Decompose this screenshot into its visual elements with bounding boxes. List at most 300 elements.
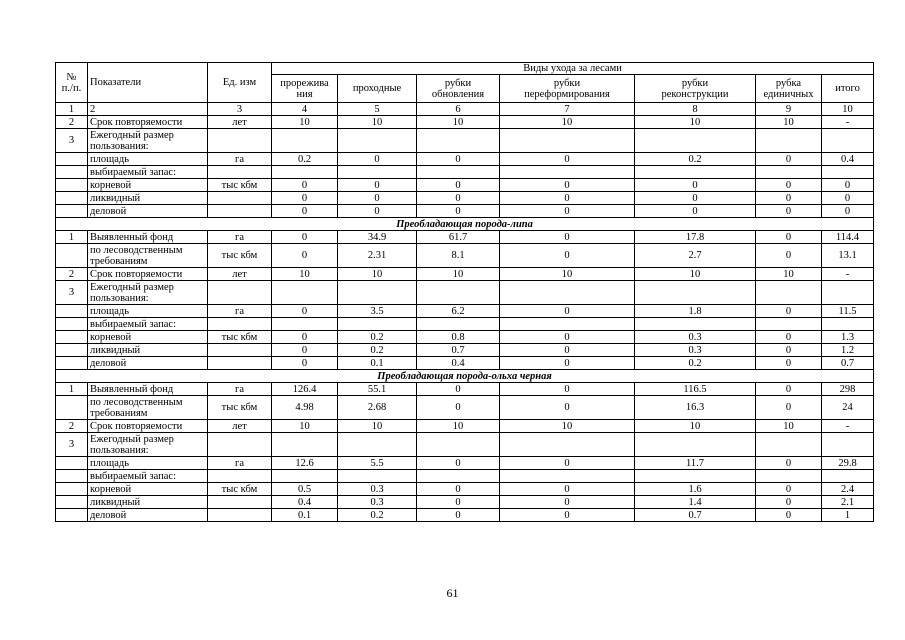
row-number xyxy=(56,205,88,218)
value-cell: 0 xyxy=(756,357,822,370)
value-cell: 0 xyxy=(500,457,635,470)
value-cell: 0 xyxy=(635,179,756,192)
row-unit xyxy=(208,470,272,483)
value-cell: 0 xyxy=(417,383,500,396)
value-cell: 0 xyxy=(417,457,500,470)
value-cell xyxy=(338,281,417,305)
value-cell: 0 xyxy=(417,509,500,522)
value-cell: - xyxy=(822,116,874,129)
row-number: 3 xyxy=(56,129,88,153)
value-cell xyxy=(756,129,822,153)
value-cell: 0 xyxy=(756,205,822,218)
row-label: Ежегодный размер пользования: xyxy=(88,129,208,153)
value-cell: 0.2 xyxy=(635,357,756,370)
value-cell xyxy=(500,433,635,457)
row-unit: га xyxy=(208,383,272,396)
value-cell xyxy=(756,166,822,179)
value-cell: 10 xyxy=(500,420,635,433)
value-cell: 0.7 xyxy=(417,344,500,357)
row-number xyxy=(56,153,88,166)
value-cell: 0 xyxy=(417,396,500,420)
row-number xyxy=(56,192,88,205)
value-cell: 0 xyxy=(338,153,417,166)
value-cell: 298 xyxy=(822,383,874,396)
value-cell: 0.4 xyxy=(822,153,874,166)
col-number: 9 xyxy=(756,103,822,116)
value-cell: 10 xyxy=(417,268,500,281)
value-cell xyxy=(338,470,417,483)
value-cell: 0 xyxy=(635,205,756,218)
value-cell: 0 xyxy=(756,231,822,244)
value-cell: 0 xyxy=(272,192,338,205)
value-cell: 10 xyxy=(417,116,500,129)
row-number xyxy=(56,470,88,483)
header-indicators: Показатели xyxy=(88,63,208,103)
section-title-row xyxy=(56,370,874,383)
value-cell xyxy=(338,433,417,457)
value-cell: 0 xyxy=(756,331,822,344)
col-number: 1 xyxy=(56,103,88,116)
table-row xyxy=(56,470,874,483)
value-cell xyxy=(272,281,338,305)
value-cell: 10 xyxy=(272,420,338,433)
row-unit xyxy=(208,433,272,457)
row-label: площадь xyxy=(88,457,208,470)
value-cell: 116.5 xyxy=(635,383,756,396)
row-unit: га xyxy=(208,231,272,244)
row-unit: га xyxy=(208,305,272,318)
value-cell: 29.8 xyxy=(822,457,874,470)
table-row xyxy=(56,305,874,318)
value-cell xyxy=(500,318,635,331)
value-cell xyxy=(500,470,635,483)
value-cell xyxy=(756,470,822,483)
value-cell: 6.2 xyxy=(417,305,500,318)
value-cell: 0 xyxy=(338,205,417,218)
value-cell: 0 xyxy=(822,192,874,205)
row-unit: тыс кбм xyxy=(208,244,272,268)
row-number xyxy=(56,166,88,179)
value-cell xyxy=(272,470,338,483)
value-cell: 0 xyxy=(417,153,500,166)
value-cell: 10 xyxy=(635,116,756,129)
header-col-thinning: прорежива ния xyxy=(272,75,338,103)
value-cell: 16.3 xyxy=(635,396,756,420)
value-cell: 0.2 xyxy=(338,331,417,344)
value-cell: 1.3 xyxy=(822,331,874,344)
row-label: выбираемый запас: xyxy=(88,470,208,483)
table-row xyxy=(56,268,874,281)
value-cell: 0 xyxy=(500,496,635,509)
row-number xyxy=(56,318,88,331)
col-number: 7 xyxy=(500,103,635,116)
value-cell: 0 xyxy=(500,305,635,318)
value-cell: 0 xyxy=(500,153,635,166)
row-label: Ежегодный размер пользования: xyxy=(88,433,208,457)
value-cell xyxy=(822,166,874,179)
value-cell xyxy=(417,129,500,153)
table-row xyxy=(56,153,874,166)
row-unit: лет xyxy=(208,268,272,281)
value-cell: 10 xyxy=(272,268,338,281)
value-cell: 0.7 xyxy=(635,509,756,522)
value-cell: 10 xyxy=(338,268,417,281)
value-cell xyxy=(272,166,338,179)
table-row xyxy=(56,344,874,357)
row-label: площадь xyxy=(88,305,208,318)
row-number xyxy=(56,357,88,370)
value-cell: 0 xyxy=(272,231,338,244)
row-unit xyxy=(208,357,272,370)
row-label: деловой xyxy=(88,357,208,370)
table-row xyxy=(56,396,874,420)
value-cell: 1.8 xyxy=(635,305,756,318)
header-col-passage: проходные xyxy=(338,75,417,103)
row-label: Срок повторяемости xyxy=(88,116,208,129)
value-cell: 2.31 xyxy=(338,244,417,268)
header-unit: Ед. изм xyxy=(208,63,272,103)
row-number xyxy=(56,331,88,344)
row-unit: тыс кбм xyxy=(208,331,272,344)
row-unit: тыс кбм xyxy=(208,396,272,420)
section-title: Преобладающая порода-липа xyxy=(56,218,874,231)
value-cell: 0.4 xyxy=(417,357,500,370)
value-cell xyxy=(338,166,417,179)
row-label: корневой xyxy=(88,483,208,496)
value-cell: 0 xyxy=(338,179,417,192)
value-cell xyxy=(822,470,874,483)
table-row xyxy=(56,357,874,370)
table-row xyxy=(56,244,874,268)
table-row xyxy=(56,116,874,129)
value-cell xyxy=(756,318,822,331)
value-cell: 1.6 xyxy=(635,483,756,496)
value-cell: 11.7 xyxy=(635,457,756,470)
forest-care-table xyxy=(55,62,874,522)
value-cell: 12.6 xyxy=(272,457,338,470)
table-row xyxy=(56,483,874,496)
value-cell: 3.5 xyxy=(338,305,417,318)
value-cell: 0 xyxy=(417,205,500,218)
value-cell: 0 xyxy=(500,509,635,522)
value-cell: 0.3 xyxy=(338,483,417,496)
table-row xyxy=(56,231,874,244)
value-cell: 10 xyxy=(272,116,338,129)
row-number: 2 xyxy=(56,420,88,433)
value-cell xyxy=(822,129,874,153)
value-cell: 0.1 xyxy=(338,357,417,370)
value-cell: 17.8 xyxy=(635,231,756,244)
table-row xyxy=(56,318,874,331)
row-label: площадь xyxy=(88,153,208,166)
row-number xyxy=(56,483,88,496)
value-cell: 0 xyxy=(500,179,635,192)
table-row xyxy=(56,383,874,396)
row-number: 3 xyxy=(56,281,88,305)
value-cell: 0.2 xyxy=(338,509,417,522)
value-cell: 0 xyxy=(756,383,822,396)
value-cell: 0 xyxy=(500,483,635,496)
row-unit xyxy=(208,129,272,153)
value-cell: 4.98 xyxy=(272,396,338,420)
value-cell xyxy=(417,470,500,483)
value-cell xyxy=(338,318,417,331)
value-cell xyxy=(500,129,635,153)
table-row xyxy=(56,192,874,205)
value-cell: 0 xyxy=(500,344,635,357)
value-cell xyxy=(822,318,874,331)
table-row xyxy=(56,205,874,218)
value-cell: 0.4 xyxy=(272,496,338,509)
row-label: ликвидный xyxy=(88,192,208,205)
value-cell: 55.1 xyxy=(338,383,417,396)
value-cell xyxy=(272,433,338,457)
value-cell: 0 xyxy=(500,331,635,344)
table-row xyxy=(56,179,874,192)
value-cell: 0 xyxy=(756,457,822,470)
row-number: 2 xyxy=(56,268,88,281)
row-number xyxy=(56,305,88,318)
value-cell: 10 xyxy=(635,420,756,433)
section-title-row xyxy=(56,218,874,231)
value-cell: 0 xyxy=(756,305,822,318)
value-cell xyxy=(417,318,500,331)
value-cell: 0 xyxy=(756,192,822,205)
value-cell: 0.3 xyxy=(635,331,756,344)
value-cell: - xyxy=(822,268,874,281)
value-cell: 8.1 xyxy=(417,244,500,268)
row-unit: тыс кбм xyxy=(208,179,272,192)
row-unit xyxy=(208,205,272,218)
value-cell: 10 xyxy=(756,268,822,281)
table-header xyxy=(56,63,874,116)
value-cell xyxy=(635,470,756,483)
value-cell xyxy=(272,318,338,331)
value-cell: 10 xyxy=(635,268,756,281)
row-label: корневой xyxy=(88,331,208,344)
row-unit: га xyxy=(208,153,272,166)
value-cell: 2.68 xyxy=(338,396,417,420)
value-cell: 0 xyxy=(272,331,338,344)
col-number: 2 xyxy=(88,103,208,116)
value-cell xyxy=(338,129,417,153)
value-cell: 0 xyxy=(500,396,635,420)
value-cell: 0 xyxy=(756,244,822,268)
value-cell: 0 xyxy=(417,483,500,496)
value-cell: 0 xyxy=(338,192,417,205)
row-label: выбираемый запас: xyxy=(88,166,208,179)
value-cell: 0 xyxy=(417,496,500,509)
value-cell xyxy=(417,281,500,305)
row-label: выбираемый запас: xyxy=(88,318,208,331)
value-cell: 114.4 xyxy=(822,231,874,244)
value-cell: 10 xyxy=(756,116,822,129)
value-cell: 126.4 xyxy=(272,383,338,396)
value-cell: 0 xyxy=(272,344,338,357)
table-row xyxy=(56,281,874,305)
value-cell: 0 xyxy=(635,192,756,205)
row-unit: га xyxy=(208,457,272,470)
row-unit: лет xyxy=(208,420,272,433)
value-cell xyxy=(635,129,756,153)
value-cell xyxy=(417,166,500,179)
row-unit xyxy=(208,318,272,331)
value-cell: 0 xyxy=(272,205,338,218)
value-cell: 0.2 xyxy=(272,153,338,166)
col-number: 8 xyxy=(635,103,756,116)
row-number xyxy=(56,244,88,268)
row-label: ликвидный xyxy=(88,344,208,357)
value-cell: 0.3 xyxy=(338,496,417,509)
header-col-renewal: рубки обновления xyxy=(417,75,500,103)
col-number: 5 xyxy=(338,103,417,116)
row-unit xyxy=(208,281,272,305)
row-number xyxy=(56,496,88,509)
value-cell: 0 xyxy=(500,244,635,268)
header-col-reformation: рубки переформирования xyxy=(500,75,635,103)
value-cell: 1.2 xyxy=(822,344,874,357)
value-cell: 0 xyxy=(756,153,822,166)
table-row xyxy=(56,331,874,344)
value-cell: 5.5 xyxy=(338,457,417,470)
value-cell: 61.7 xyxy=(417,231,500,244)
value-cell xyxy=(500,166,635,179)
value-cell: 11.5 xyxy=(822,305,874,318)
value-cell: 0 xyxy=(417,179,500,192)
value-cell: 0.8 xyxy=(417,331,500,344)
value-cell xyxy=(272,129,338,153)
table-row xyxy=(56,433,874,457)
header-num: № п./п. xyxy=(56,63,88,103)
row-label: деловой xyxy=(88,509,208,522)
row-number xyxy=(56,179,88,192)
value-cell: 0.7 xyxy=(822,357,874,370)
value-cell: 10 xyxy=(417,420,500,433)
value-cell: 0 xyxy=(756,509,822,522)
value-cell: 0 xyxy=(756,483,822,496)
row-label: деловой xyxy=(88,205,208,218)
value-cell xyxy=(417,433,500,457)
page-number: 61 xyxy=(446,586,459,600)
table-row xyxy=(56,129,874,153)
value-cell xyxy=(822,433,874,457)
column-number-row xyxy=(56,103,874,116)
value-cell: - xyxy=(822,420,874,433)
header-col-single: рубка единичных xyxy=(756,75,822,103)
row-label: по лесоводственным требованиям xyxy=(88,244,208,268)
row-label: Выявленный фонд xyxy=(88,231,208,244)
value-cell: 1 xyxy=(822,509,874,522)
row-label: Срок повторяемости xyxy=(88,268,208,281)
value-cell xyxy=(635,433,756,457)
row-unit xyxy=(208,166,272,179)
row-number xyxy=(56,457,88,470)
table-row xyxy=(56,420,874,433)
row-unit xyxy=(208,496,272,509)
col-number: 6 xyxy=(417,103,500,116)
value-cell: 0 xyxy=(822,205,874,218)
value-cell: 0 xyxy=(500,205,635,218)
row-label: ликвидный xyxy=(88,496,208,509)
value-cell: 0 xyxy=(272,179,338,192)
table-row xyxy=(56,509,874,522)
value-cell: 0 xyxy=(822,179,874,192)
value-cell: 0 xyxy=(417,192,500,205)
value-cell: 10 xyxy=(756,420,822,433)
value-cell xyxy=(635,281,756,305)
row-label: по лесоводственным требованиям xyxy=(88,396,208,420)
row-unit xyxy=(208,344,272,357)
row-number: 2 xyxy=(56,116,88,129)
value-cell: 1.4 xyxy=(635,496,756,509)
value-cell xyxy=(635,166,756,179)
value-cell: 0 xyxy=(272,357,338,370)
value-cell: 10 xyxy=(338,116,417,129)
value-cell: 0 xyxy=(500,383,635,396)
row-number xyxy=(56,396,88,420)
value-cell: 2.4 xyxy=(822,483,874,496)
value-cell: 0 xyxy=(500,231,635,244)
table-row xyxy=(56,457,874,470)
row-number: 1 xyxy=(56,383,88,396)
value-cell: 10 xyxy=(500,268,635,281)
row-number: 1 xyxy=(56,231,88,244)
value-cell: 0.1 xyxy=(272,509,338,522)
col-number: 4 xyxy=(272,103,338,116)
value-cell: 0 xyxy=(272,305,338,318)
value-cell: 0.3 xyxy=(635,344,756,357)
value-cell: 0 xyxy=(272,244,338,268)
row-number xyxy=(56,344,88,357)
value-cell: 0.5 xyxy=(272,483,338,496)
header-col-total: итого xyxy=(822,75,874,103)
value-cell xyxy=(822,281,874,305)
row-label: Срок повторяемости xyxy=(88,420,208,433)
col-number: 10 xyxy=(822,103,874,116)
header-col-reconstruction: рубки реконструкции xyxy=(635,75,756,103)
section-title: Преобладающая порода-ольха черная xyxy=(56,370,874,383)
row-label: корневой xyxy=(88,179,208,192)
value-cell: 10 xyxy=(500,116,635,129)
row-label: Выявленный фонд xyxy=(88,383,208,396)
value-cell: 2.7 xyxy=(635,244,756,268)
value-cell: 2.1 xyxy=(822,496,874,509)
value-cell xyxy=(756,433,822,457)
value-cell: 0 xyxy=(756,179,822,192)
value-cell xyxy=(500,281,635,305)
value-cell: 13.1 xyxy=(822,244,874,268)
table-body xyxy=(56,116,874,522)
value-cell: 0 xyxy=(756,496,822,509)
row-number: 3 xyxy=(56,433,88,457)
row-label: Ежегодный размер пользования: xyxy=(88,281,208,305)
value-cell: 0.2 xyxy=(338,344,417,357)
row-unit xyxy=(208,509,272,522)
value-cell: 0 xyxy=(756,396,822,420)
row-unit xyxy=(208,192,272,205)
table-row xyxy=(56,166,874,179)
value-cell: 10 xyxy=(338,420,417,433)
value-cell xyxy=(756,281,822,305)
row-unit: тыс кбм xyxy=(208,483,272,496)
value-cell: 24 xyxy=(822,396,874,420)
table-row xyxy=(56,496,874,509)
value-cell: 34.9 xyxy=(338,231,417,244)
value-cell xyxy=(635,318,756,331)
row-number xyxy=(56,509,88,522)
row-unit: лет xyxy=(208,116,272,129)
header-types-title: Виды ухода за лесами xyxy=(272,63,874,75)
